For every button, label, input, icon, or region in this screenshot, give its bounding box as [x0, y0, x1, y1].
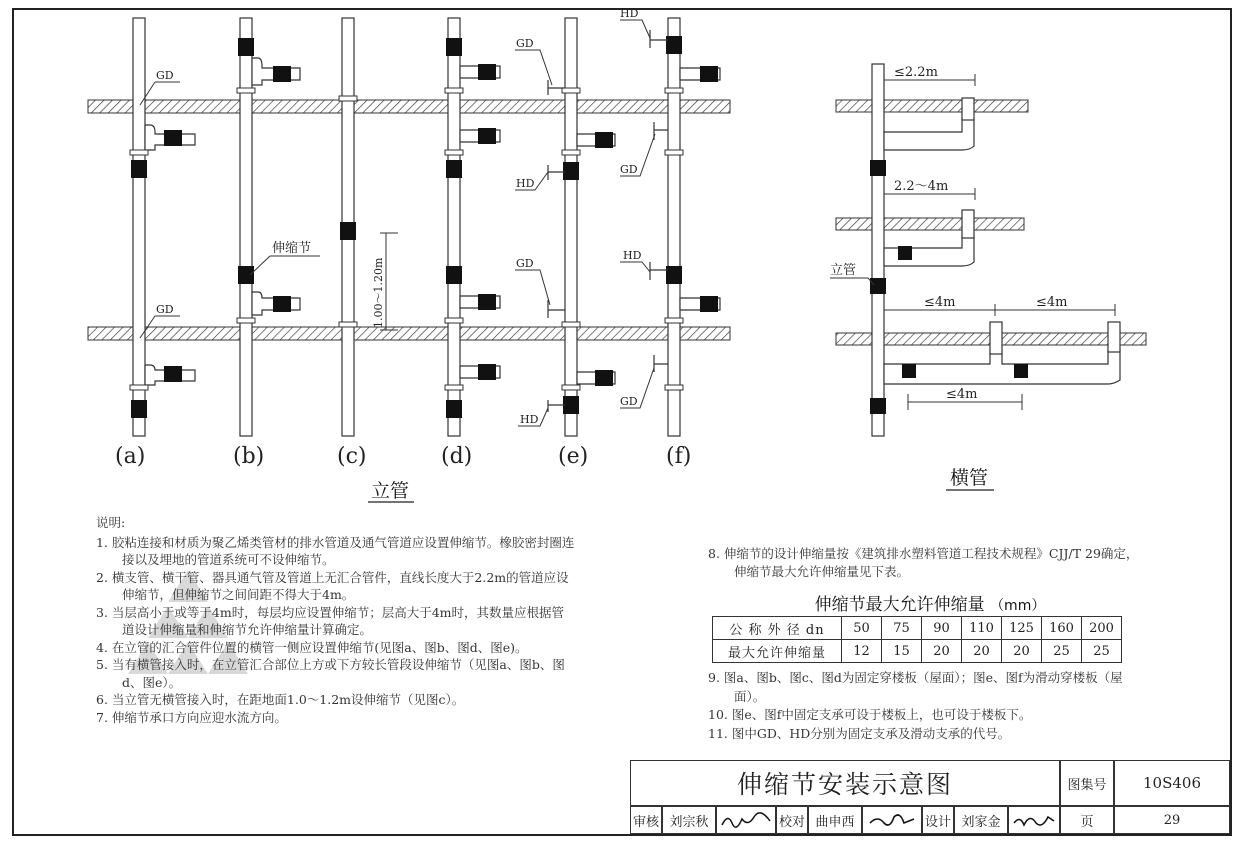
design-name: 刘家金	[954, 806, 1008, 834]
riser-pipe-a	[133, 18, 145, 436]
joint-c1	[340, 222, 356, 240]
joint-a3	[164, 130, 182, 146]
joint-d1	[446, 38, 462, 56]
notes-right-lower	[708, 669, 1148, 743]
drawing-title: 伸缩节安装示意图	[630, 760, 1060, 806]
joint-a1	[131, 160, 147, 178]
note-6: 6. 当立管无横管接入时，在距地面1.0～1.2m设伸缩节（见图c）。	[96, 692, 465, 707]
joint-e1	[563, 162, 579, 180]
joint-b2	[238, 266, 254, 284]
caption-f: (f)	[666, 444, 692, 469]
table-cell: 25	[1042, 640, 1082, 663]
table-cell: 90	[922, 617, 962, 640]
note-8: 8. 伸缩节的设计伸缩量按《建筑排水塑料管道工程技术规程》CJJ/T 29确定，伸缩节最大允许伸缩量见下表。	[708, 546, 1139, 579]
riser-pipe-e	[565, 18, 577, 436]
notes-right	[708, 545, 1148, 580]
label-dim-4b: ≤4m	[1036, 295, 1068, 310]
table-cell: 200	[1082, 617, 1122, 640]
joint-d6	[478, 128, 496, 144]
design-signature	[1008, 806, 1060, 834]
label-expansion-joint: 伸缩节	[272, 241, 312, 256]
riser-pipe-d	[448, 18, 460, 436]
floor-slab-upper	[88, 100, 730, 113]
joint-e3	[595, 132, 613, 148]
atlas-label: 图集号	[1060, 760, 1114, 806]
joint-f4	[700, 296, 718, 312]
table-cell: 20	[962, 640, 1002, 663]
page-label: 页	[1060, 806, 1114, 834]
table-cell: 20	[922, 640, 962, 663]
note-4: 4. 在立管的汇合管件位置的横管一侧应设置伸缩节(见图a、图b、图d、图e)。	[96, 639, 528, 655]
notes-left	[96, 514, 576, 726]
table-row	[713, 640, 1122, 663]
table-cell: 50	[842, 617, 882, 640]
caption-b: (b)	[233, 444, 265, 469]
caption-a: (a)	[115, 444, 146, 469]
table-title-text: 伸缩节最大允许伸缩量	[814, 595, 985, 615]
caption-d: (d)	[441, 444, 473, 469]
page-number: 29	[1114, 806, 1230, 834]
label-hd-f2: HD	[623, 249, 642, 262]
table-cell: 12	[842, 640, 882, 663]
note-3: 3. 当层高小于或等于4m时，每层均应设置伸缩节；层高大于4m时，其数量应根据管道设计伸缩量和伸缩节允许伸缩量计算确定。	[96, 604, 565, 637]
table-row-label: 最大允许伸缩量	[713, 640, 842, 663]
review-name: 刘宗秋	[662, 806, 716, 834]
label-gd-f2: GD	[620, 395, 638, 408]
joint-b4	[273, 296, 291, 312]
joint-f2	[666, 266, 682, 284]
label-gd-f1: GD	[620, 163, 638, 176]
label-dim-22: ≤2.2m	[894, 65, 938, 80]
leader-lines	[140, 20, 655, 426]
joint-b3	[273, 66, 291, 82]
label-dim-4a: ≤4m	[924, 295, 956, 310]
atlas-number: 10S406	[1114, 760, 1230, 806]
riser-h	[872, 64, 884, 436]
joint-f1	[666, 36, 682, 54]
joint-e4	[595, 370, 613, 386]
label-hd-e2: HD	[520, 413, 539, 426]
label-hd-e1: HD	[516, 177, 535, 190]
joint-d5	[478, 64, 496, 80]
review-label: 审核	[630, 806, 662, 834]
joint-d3	[446, 266, 462, 284]
label-gd-e2: GD	[516, 257, 534, 270]
joint-d7	[478, 294, 496, 310]
label-dim-4c: ≤4m	[946, 387, 978, 402]
label-riser: 立管	[830, 263, 857, 278]
check-label: 校对	[776, 806, 808, 834]
expansion-limit-table	[712, 616, 1122, 663]
horizontal-section	[830, 64, 1146, 436]
joint-b1	[238, 38, 254, 56]
joint-d4	[446, 400, 462, 418]
section-title-riser: 立管	[371, 480, 410, 502]
table-row	[713, 617, 1122, 640]
joint-d2	[446, 160, 462, 178]
riser-pipe-b	[240, 18, 252, 436]
note-10: 10. 图e、图f中固定支承可设于楼板上，也可设于楼板下。	[708, 707, 1032, 722]
label-hd-f1: HD	[620, 7, 639, 20]
table-cell: 110	[962, 617, 1002, 640]
note-11: 11. 图中GD、HD分别为固定支承及滑动支承的代号。	[708, 725, 1011, 741]
table-cell: 125	[1002, 617, 1042, 640]
caption-c: (c)	[337, 444, 367, 469]
slab-h1	[836, 100, 1028, 112]
label-gd-a1: GD	[156, 69, 174, 82]
notes-heading: 说明:	[96, 515, 126, 530]
table-cell: 75	[882, 617, 922, 640]
figure-captions	[115, 444, 994, 502]
note-9: 9. 图a、图b、图c、图d为固定穿楼板（屋面）；图e、图f为滑动穿楼板（屋面）。	[708, 670, 1123, 704]
joint-e2	[563, 396, 579, 414]
note-1: 1. 胶粘连接和材质为聚乙烯类管材的排水管道及通气管道应设置伸缩节。橡胶密封圈连接以及埋地的管道系统可不设伸缩节。	[96, 534, 575, 567]
joint-f3	[700, 66, 718, 82]
table-cell: 15	[882, 640, 922, 663]
label-dim-22-4: 2.2～4m	[894, 179, 949, 194]
table-title	[712, 590, 1148, 615]
label-gd-e1: GD	[516, 37, 534, 50]
table-cell: 25	[1082, 640, 1122, 663]
joint-d8	[478, 364, 496, 380]
review-signature	[716, 806, 776, 834]
label-dim-range: 1.00～1.20m	[372, 257, 385, 328]
riser-pipe-f	[668, 18, 680, 436]
floor-slab-lower	[88, 327, 730, 340]
table-cell: 20	[1002, 640, 1042, 663]
table-cell: 160	[1042, 617, 1082, 640]
title-block	[630, 760, 1230, 834]
note-5: 5. 当有横管接入时，在立管汇合部位上方或下方较长管段设伸缩节（见图a、图b、图d、图e）。	[96, 657, 565, 690]
note-7: 7. 伸缩节承口方向应迎水流方向。	[96, 709, 287, 725]
check-name: 曲申西	[808, 806, 862, 834]
slab-h2	[836, 218, 1024, 230]
table-unit: （mm）	[990, 598, 1046, 614]
design-label: 设计	[922, 806, 954, 834]
joint-a4	[164, 366, 182, 382]
expansion-joints	[131, 36, 718, 418]
joint-a2	[131, 400, 147, 418]
table-header-label: 公 称 外 径 dn	[713, 617, 842, 640]
caption-e: (e)	[558, 444, 589, 469]
note-2: 2. 横支管、横干管、器具通气管及管道上无汇合管件，直线长度大于2.2m的管道应设伸缩节，但伸缩节之间间距不得大于4m。	[96, 569, 569, 602]
check-signature	[862, 806, 922, 834]
label-gd-a2: GD	[156, 303, 174, 316]
section-title-horizontal: 横管	[950, 467, 989, 489]
